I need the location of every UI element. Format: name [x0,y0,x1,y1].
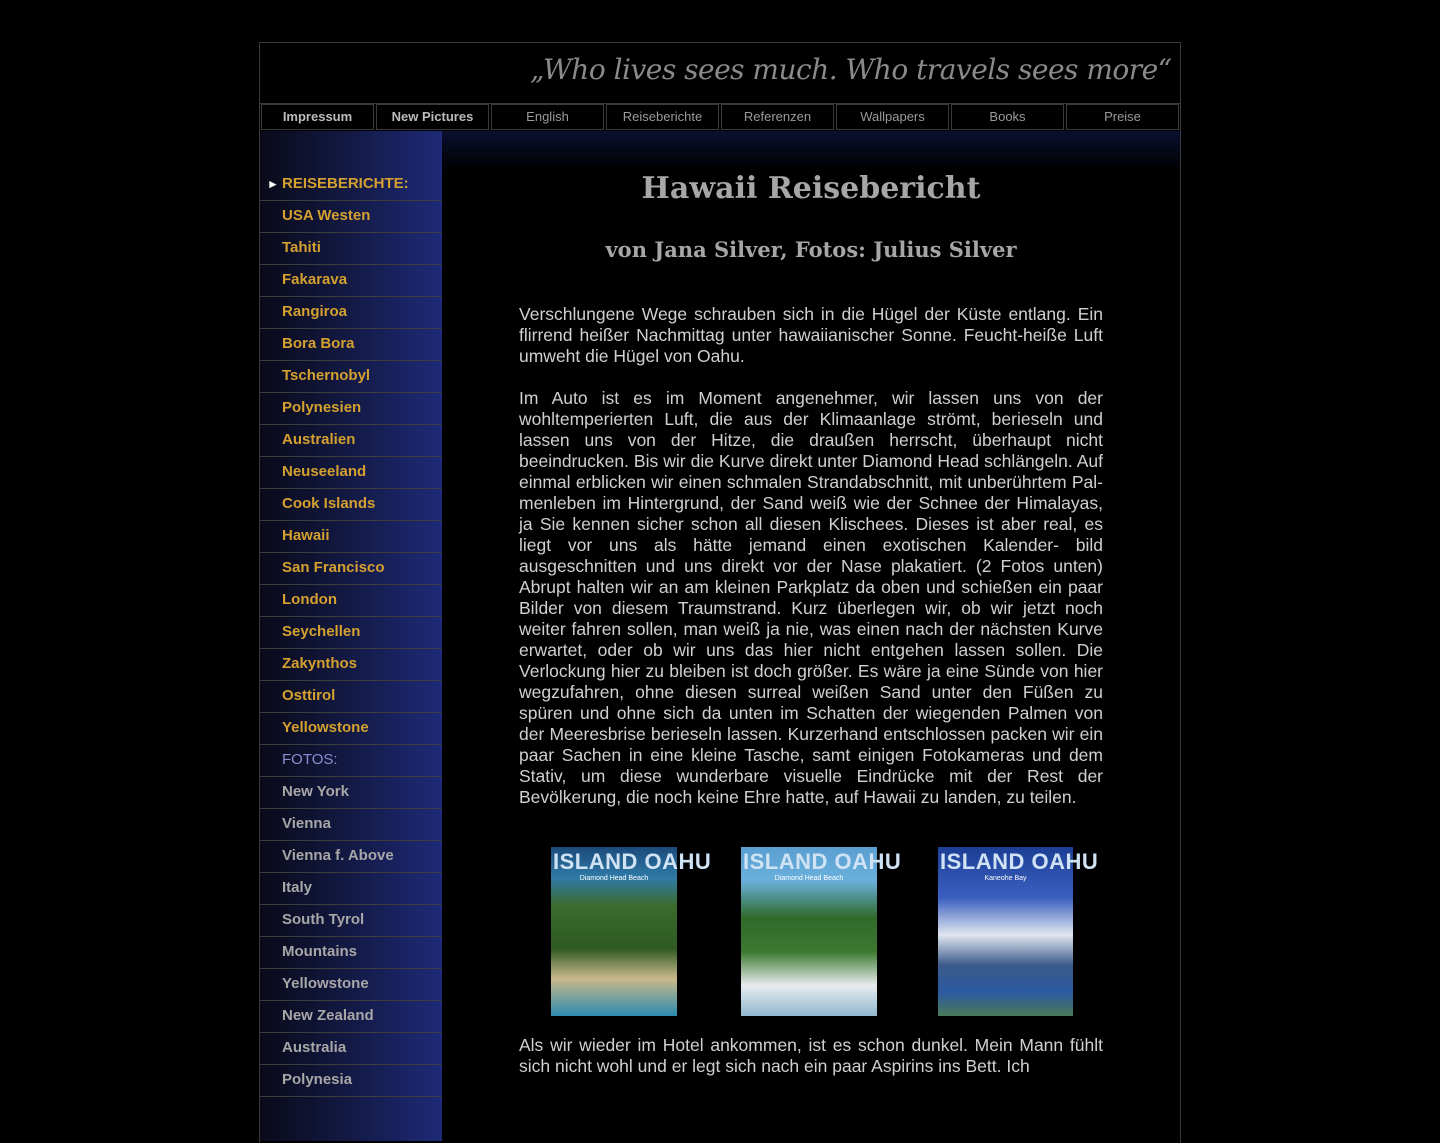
sidebar-photo-item-new-zealand[interactable] [260,1001,442,1033]
article-paragraph-3: Als wir wieder im Hotel ankommen, ist es schon dunkel. Mein Mann fühlt sich nicht wohl und er legt sich nach ein paar Aspirins ins Bett. Ich [519,1035,1103,1076]
sidebar-item-label: Osttirol [282,687,336,704]
sidebar-item-label: Tahiti [282,239,321,256]
sidebar-item-label: Vienna [282,815,331,832]
sidebar-item-label: Bora Bora [282,335,355,352]
sidebar-item-label: REISEBERICHTE: [282,175,409,192]
article-byline: von Jana Silver, Fotos: Julius Silver [605,237,1017,262]
sidebar-item-label: Vienna f. Above [282,847,394,864]
sidebar-item-cook-islands[interactable] [260,489,442,521]
cover-subtitle: Diamond Head Beach [774,875,844,882]
sidebar-heading-reports [260,169,442,201]
book-cover-kaneohe-bay[interactable] [938,847,1099,1016]
sidebar-item-hawaii[interactable] [260,521,442,553]
sidebar-photo-item-vienna-f-above[interactable] [260,841,442,873]
sidebar-item-label: Yellowstone [282,975,369,992]
sidebar-item-label: Seychellen [282,623,361,640]
sidebar-item-bora-bora[interactable] [260,329,442,361]
sidebar-item-label: Cook Islands [282,495,376,512]
page-frame [259,42,1181,1143]
sidebar-item-label: Italy [282,879,313,896]
sidebar-item-polynesien[interactable] [260,393,442,425]
sidebar-item-label: USA Westen [282,207,371,224]
triangle-right-icon: ► [267,177,279,191]
sidebar-item-label: Hawaii [282,527,330,544]
sidebar-item-fakarava[interactable] [260,265,442,297]
sidebar-item-label: Australia [282,1039,347,1056]
sidebar-item-usa-westen[interactable] [260,201,442,233]
sidebar-item-neuseeland[interactable] [260,457,442,489]
site-header [260,43,1180,104]
sidebar-item-label: Tschernobyl [282,367,371,384]
sidebar-item-rangiroa[interactable] [260,297,442,329]
sidebar-item-london[interactable] [260,585,442,617]
sidebar-item-label: Zakynthos [282,655,358,672]
sidebar-item-zakynthos[interactable] [260,649,442,681]
sidebar-item-label: New Zealand [282,1007,374,1024]
book-cover-diamond-head-2[interactable] [741,847,902,1016]
nav-impressum[interactable]: Impressum [261,104,374,130]
sidebar-photo-item-polynesia[interactable] [260,1065,442,1097]
nav-wallpapers[interactable]: Wallpapers [836,104,949,130]
sidebar-photo-item-south-tyrol[interactable] [260,905,442,937]
sidebar-item-san-francisco[interactable] [260,553,442,585]
sidebar-photo-item-yellowstone[interactable] [260,969,442,1001]
cover-title: ISLAND OAHU [553,849,712,874]
cover-subtitle: Kaneohe Bay [984,875,1027,882]
sidebar-item-label: Rangiroa [282,303,348,320]
sidebar-item-label: FOTOS: [282,751,338,768]
nav-english[interactable]: English [491,104,604,130]
sidebar-photo-item-new-york[interactable] [260,777,442,809]
sidebar-item-label: Neuseeland [282,463,367,480]
nav-preise[interactable]: Preise [1066,104,1179,130]
cover-subtitle: Diamond Head Beach [579,875,649,882]
sidebar-item-label: New York [282,783,349,800]
sidebar-item-label: London [282,591,337,608]
cover-title: ISLAND OAHU [940,849,1099,874]
nav-referenzen[interactable]: Referenzen [721,104,834,130]
sidebar-photo-item-australia[interactable] [260,1033,442,1065]
sidebar-item-label: Australien [282,431,356,448]
sidebar-item-label: Mountains [282,943,357,960]
sidebar-item-label: Polynesien [282,399,362,416]
sidebar-item-seychellen[interactable] [260,617,442,649]
sidebar-item-label: San Francisco [282,559,385,576]
sidebar-heading-photos [260,745,442,777]
sidebar [260,131,442,1141]
sidebar-photo-item-vienna[interactable] [260,809,442,841]
article-title: Hawaii Reisebericht [641,171,981,206]
sidebar-item-label: Polynesia [282,1071,353,1088]
article-paragraph-1: Verschlungene Wege schrauben sich in die Hügel der Küste entlang. Ein flirrend heißer Nachmittag unter hawaiianischer Sonne. Feucht-heiße Luft umweht die Hügel von Oahu. [519,304,1103,366]
book-cover-diamond-head-1[interactable] [551,847,712,1016]
sidebar-item-label: Fakarava [282,271,348,288]
top-nav [261,104,1181,130]
sidebar-item-yellowstone[interactable] [260,713,442,745]
nav-books[interactable]: Books [951,104,1064,130]
sidebar-item-label: South Tyrol [282,911,365,928]
site-motto: „Who lives sees much. Who travels sees more“ [530,53,1172,86]
sidebar-photo-item-mountains[interactable] [260,937,442,969]
nav-reiseberichte[interactable]: Reiseberichte [606,104,719,130]
sidebar-item-tahiti[interactable] [260,233,442,265]
sidebar-photo-item-italy[interactable] [260,873,442,905]
nav-new-pictures[interactable]: New Pictures [376,104,489,130]
article-paragraph-2: Im Auto ist es im Moment angenehmer, wir lassen uns von der wohltemperierten Luft, die aus der Klimaanlage strömt, berieseln und lassen uns von der Hitze, die draußen herrscht, überhaupt nicht beeindrucken. Bis wir die Kurve direkt unter Diamond Head schlängeln. Auf einmal erblicken wir einen schmalen Strandabschnitt, mit unberührtem Pal- menleben im Hintergrund, der Sand weiß wie der Schnee der Himalayas, ja Sie kennen sicher schon all diesen Klischees. Dieses ist aber real, es liegt vor uns als hätte jemand einen exotischen Kalender- bild ausgeschnitten und uns direkt vor der Nase plakatiert. (2 Fotos unten) Abrupt halten wir an am kleinen Parkplatz da oben und schießen ein paar Bilder von diesem Traumstrand. Kurz überlegen wir, ob wir jetzt noch weiter fahren sollen, man weiß ja nie, was einen nach der nächsten Kurve erwartet, oder ob wir uns das hier nicht entgehen lassen sollen. Die Verlockung hier zu bleiben ist doch größer. Es wäre ja eine Sünde von hier wegzufahren, ohne diesen surreal weißen Sand unter den Füßen zu spüren und ohne sich da unten im Schatten der wiegenden Palmen von der Meeresbrise berieseln lassen. Kurzerhand entschlossen packen wir ein paar Sachen in eine kleine Tasche, samt einigen Fotokameras und dem Stativ, um diese wunderbare visuelle Eindrücke mit der Rest der Bevölkerung, die noch keine Ehre hatte, auf Hawaii zu landen, zu teilen. [519,388,1103,807]
sidebar-item-label: Yellowstone [282,719,369,736]
sidebar-item-australien[interactable] [260,425,442,457]
sidebar-item-tschernobyl[interactable] [260,361,442,393]
cover-title: ISLAND OAHU [743,849,902,874]
sidebar-item-osttirol[interactable] [260,681,442,713]
